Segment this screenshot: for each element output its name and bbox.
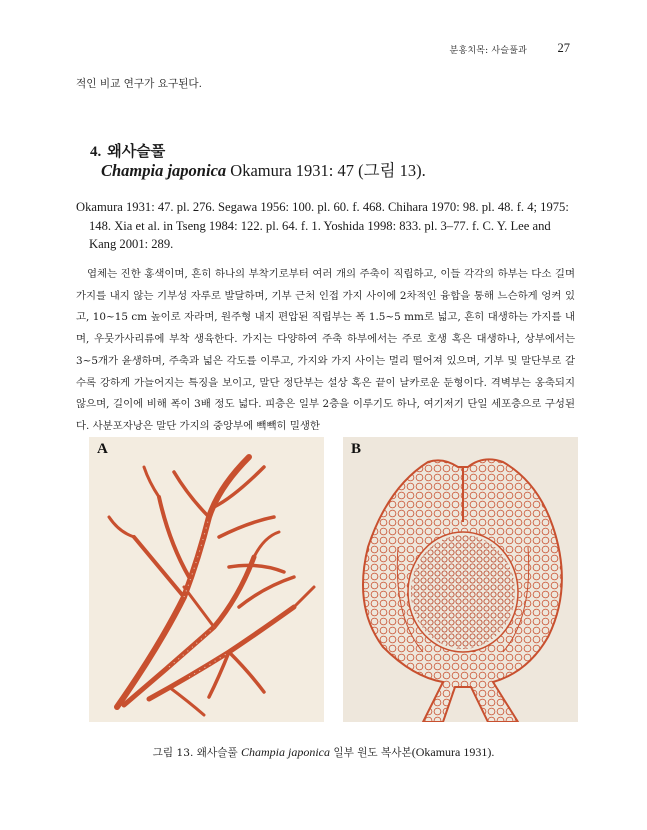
cystocarp-section-illustration bbox=[343, 437, 578, 722]
figure-caption bbox=[0, 745, 647, 760]
description-paragraph: 엽체는 진한 홍색이며, 흔히 하나의 부착기로부터 여러 개의 주축이 직립하고, 이들 각각의 하부는 다소 길며 가지를 내지 않는 기부성 자루로 발달하며, 기부 근처 인접 가지 사이에 2차적인 융합을 통해 느슨하게 엉켜 있고, 10~15 cm 높이로 자라며, 원주형 내지 편압된 직립부는 폭 1.5~5 mm로 넓고, 흔히 대생하는 가지를 내며, 우뭇가사리류에 부착 생육한다. 가지는 다양하여 주축 하부에서는 주로 호생 혹은 대생하나, 상부에서는 3~5개가 윤생하며, 주축과 넓은 각도를 이루고, 가지와 가지 사이는 멀리 떨어져 있으며, 기부 및 말단부로 갈수록 강하게 가늘어지는 특징을 보이고, 말단 정단부는 설상 혹은 끝이 날카로운 둔형이다. 격벽부는 옹축되지 않으며, 길이에 비해 폭이 3배 정도 넓다. 피층은 일부 2층을 이루기도 하나, 여기저기 단일 세포층으로 구성된다. 사분포자낭은 말단 가지의 중앙부에 빽빽히 밀생한 bbox=[76, 268, 575, 432]
caption-species: Champia japonica bbox=[240, 745, 330, 759]
species-heading bbox=[90, 141, 165, 162]
running-title: 분홍치목: 사슬풀과 bbox=[449, 46, 527, 56]
caption-suffix: 일부 원도 복사본 bbox=[333, 747, 412, 759]
figure-panel-a bbox=[89, 437, 324, 722]
page-number: 27 bbox=[557, 41, 570, 55]
caption-citation: (Okamura 1931). bbox=[411, 745, 495, 759]
species-korean-name: 왜사슬풀 bbox=[107, 142, 166, 160]
running-head bbox=[0, 43, 647, 57]
figure-panel-b bbox=[343, 437, 578, 722]
panel-a-label: A bbox=[97, 441, 108, 457]
intro-line: 적인 비교 연구가 요구된다. bbox=[76, 78, 203, 90]
references-text: Okamura 1931: 47. pl. 276. Segawa 1956: 100. pl. 60. f. 468. Chihara 1970: 98. pl. 48. f. 4; 1975: 148. Xia et al. in Tseng 1984: 122. pl. 64. f. 1. Yoshida 1998: 833. pl. 3–77. f. C. Y. Lee and Kang 2001: 289. bbox=[76, 200, 569, 251]
caption-prefix: 그림 13. 왜사슬풀 bbox=[152, 747, 238, 759]
references bbox=[76, 198, 576, 254]
thallus-illustration bbox=[89, 437, 324, 722]
species-scientific-line bbox=[101, 160, 426, 182]
species-authority: Okamura 1931: 47 (그림 13). bbox=[230, 161, 426, 180]
species-scientific-name: Champia japonica bbox=[101, 161, 227, 180]
panel-b-label: B bbox=[351, 441, 362, 457]
species-number: 4. bbox=[90, 144, 102, 160]
